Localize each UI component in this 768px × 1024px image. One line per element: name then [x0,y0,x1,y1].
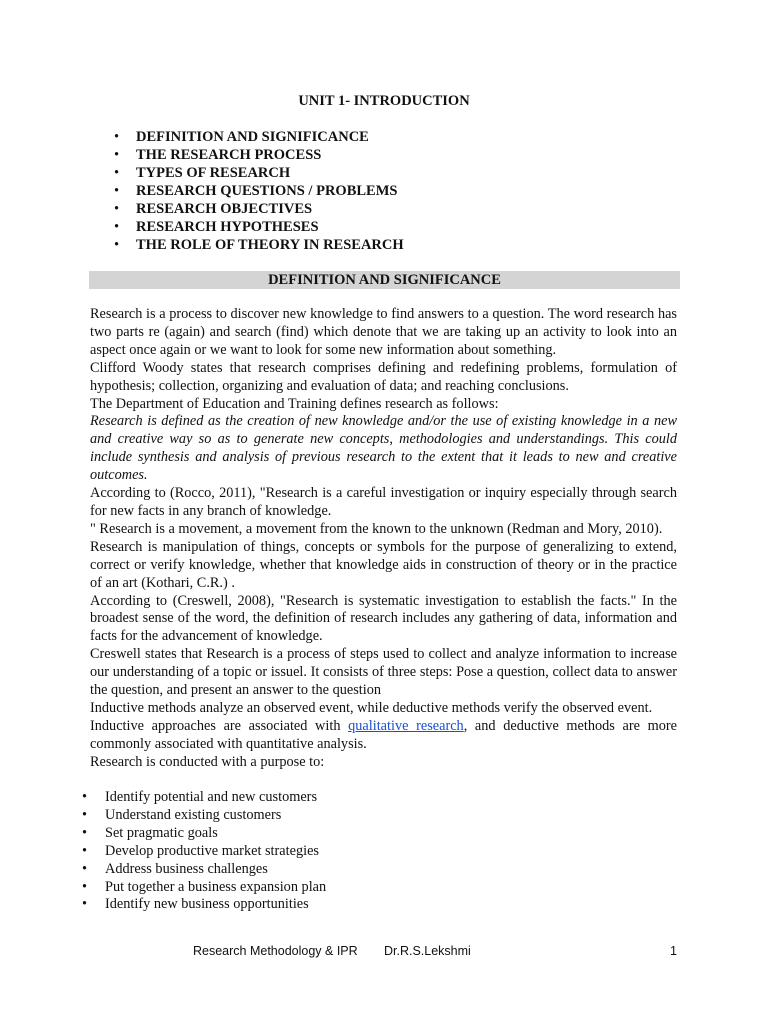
topic-list [114,128,404,254]
bullet-icon: • [82,806,88,823]
section-heading: DEFINITION AND SIGNIFICANCE [89,271,680,289]
topic-label: THE ROLE OF THEORY IN RESEARCH [136,237,404,253]
bullet-icon: • [114,237,120,253]
purpose-label: Identify new business opportunities [105,896,309,913]
topic-item [114,236,404,254]
purpose-list [82,789,326,914]
bullet-icon: • [114,219,120,235]
bullet-icon: • [114,165,120,181]
paragraph-creswell-2008: According to (Creswell, 2008), "Research is systematic investigation to establish the facts." In the broadest sense of the word, the definition of research includes any gathering of data, information and facts for the advancement of knowledge. [90,592,677,645]
purpose-label: Develop productive market strategies [105,842,319,859]
purpose-label: Put together a business expansion plan [105,878,327,895]
footer-author: Dr.R.S.Lekshmi [384,944,471,958]
purpose-item [82,843,326,861]
bullet-icon: • [114,129,120,145]
purpose-item [82,879,326,897]
qualitative-research-link[interactable]: qualitative research [348,717,464,734]
purpose-item [82,861,326,879]
paragraph-inductive-approaches [90,718,677,754]
paragraph-kothari: Research is manipulation of things, concepts or symbols for the purpose of generalizing to extend, correct or verify knowledge, whether that knowledge aids in construction of theory or in the practice of an art (Kothari, C.R.) . [90,538,677,591]
topic-label: RESEARCH HYPOTHESES [136,219,319,235]
bullet-icon: • [82,860,88,877]
bullet-icon: • [82,896,88,913]
paragraph-creswell-steps: Creswell states that Research is a process of steps used to collect and analyze information to increase our understanding of a topic or issuel. It consists of three steps: Pose a question, collect data to answer the question, and present an answer to the question [90,646,677,699]
topic-item [114,146,404,164]
paragraph-clifford-woody: Clifford Woody states that research comprises defining and redefining problems, formulation of hypothesis; collection, organizing and evaluation of data; and reaching conclusions. [90,359,677,394]
text-span: Inductive approaches are associated with [90,717,349,734]
topic-label: RESEARCH QUESTIONS / PROBLEMS [136,183,398,199]
purpose-label: Identify potential and new customers [105,789,318,805]
purpose-label: Set pragmatic goals [105,824,218,841]
paragraph-det-quote: Research is defined as the creation of new knowledge and/or the use of existing knowledge in a new and creative way so as to generate new concepts, methodologies and understandings. This could include synthesis and analysis of previous research to the extent that it leads to new and creative outcomes. [90,413,677,484]
topic-item [114,164,404,182]
paragraph-redman-mory: " Research is a movement, a movement from the known to the unknown (Redman and Mory, 2010). [90,520,663,537]
paragraph-purpose-intro: Research is conducted with a purpose to: [90,753,325,770]
bullet-icon: • [114,147,120,163]
topic-label: THE RESEARCH PROCESS [136,147,322,163]
purpose-item [82,825,326,843]
bullet-icon: • [114,201,120,217]
paragraph-inductive-methods: Inductive methods analyze an observed event, while deductive methods verify the observed event. [90,699,653,716]
bullet-icon: • [114,183,120,199]
paragraph-det-intro: The Department of Education and Training defines research as follows: [90,395,499,412]
topic-item [114,182,404,200]
bullet-icon: • [82,789,88,805]
topic-item [114,200,404,218]
purpose-label: Understand existing customers [105,806,282,823]
topic-label: TYPES OF RESEARCH [136,165,291,181]
topic-label: DEFINITION AND SIGNIFICANCE [136,129,369,145]
topic-label: RESEARCH OBJECTIVES [136,201,313,217]
bullet-icon: • [82,824,88,841]
paragraph-research-definition: Research is a process to discover new knowledge to find answers to a question. The word research has two parts re (again) and search (find) which denote that we are taking up an activity to look into an aspect once again or we want to look for some new information about something. [90,306,677,358]
body-text [90,306,677,772]
purpose-item [82,807,326,825]
text-span: , and deductive methods are more commonly associated with quantitative analysis. [90,717,677,752]
bullet-icon: • [82,842,88,859]
purpose-item [82,789,326,807]
page-title: UNIT 1- INTRODUCTION [298,93,470,109]
topic-item [114,128,404,146]
bullet-icon: • [82,878,88,895]
footer-page-number: 1 [670,944,677,958]
paragraph-rocco: According to (Rocco, 2011), "Research is a careful investigation or inquiry especially through search for new facts in any branch of knowledge. [90,485,677,519]
purpose-label: Address business challenges [105,860,268,877]
purpose-item [82,896,326,914]
topic-item [114,218,404,236]
footer-course-title: Research Methodology & IPR [193,944,358,958]
